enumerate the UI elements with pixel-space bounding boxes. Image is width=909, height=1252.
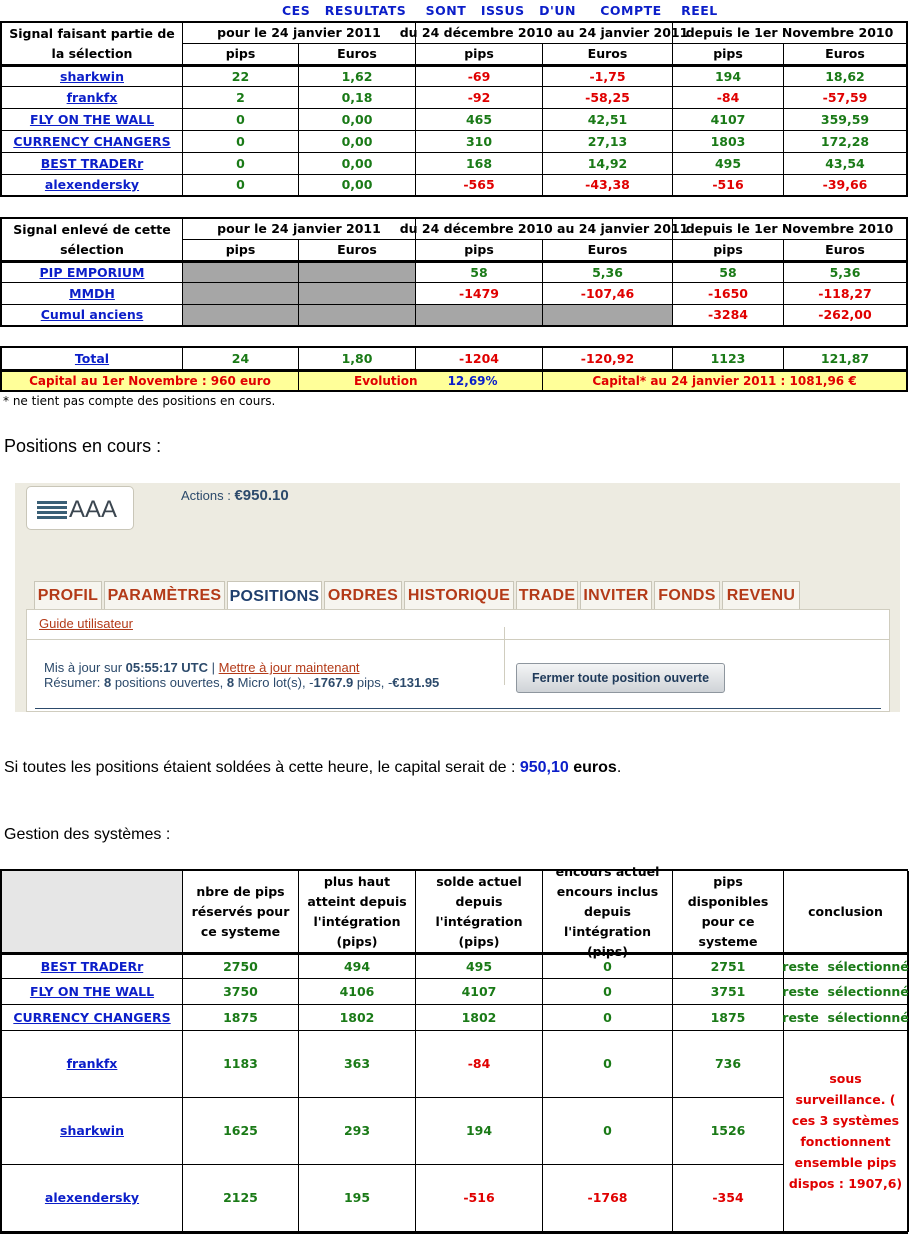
header-reserved-pips: nbre de pips réservés pour ce systeme [183, 871, 299, 953]
divider [27, 639, 889, 640]
header-current-balance: solde actuel depuis l'intégration (pips) [416, 871, 543, 953]
update-info [44, 660, 439, 690]
header-euros: Euros [299, 44, 416, 65]
cell-value: 4106 [299, 979, 416, 1005]
cell-value: -3284 [673, 305, 784, 327]
cell-value: -1650 [673, 283, 784, 305]
header-pips: pips [416, 240, 543, 261]
system-link-frankfx[interactable]: frankfx [2, 1031, 183, 1098]
cell-value: 0 [183, 175, 299, 197]
cell-value: 0,00 [299, 175, 416, 197]
cell-value: -43,38 [543, 175, 673, 197]
header-euros: Euros [784, 44, 908, 65]
logo-text: AAA [69, 496, 118, 523]
header-euros: Euros [784, 240, 908, 261]
header-pips: pips [673, 240, 784, 261]
cell-value: 1803 [673, 131, 784, 153]
cell-value: 58 [673, 261, 784, 283]
summary-text: Micro lot(s), - [234, 675, 314, 690]
cell-value: 2750 [183, 953, 299, 979]
cell-value: 5,36 [543, 261, 673, 283]
cell-value: 0 [183, 131, 299, 153]
cell-value: 22 [183, 65, 299, 87]
cell-value: 310 [416, 131, 543, 153]
header-euros: Euros [299, 240, 416, 261]
cell-value: -118,27 [784, 283, 908, 305]
system-link-sharkwin[interactable]: sharkwin [2, 1098, 183, 1165]
cell-value: -1479 [416, 283, 543, 305]
cell-value: 14,92 [543, 153, 673, 175]
cell-value: 0,00 [299, 153, 416, 175]
cell-value: 0,18 [299, 87, 416, 109]
header-period-month: du 24 décembre 2010 au 24 janvier 2011 [416, 219, 673, 240]
total-value: 121,87 [784, 348, 908, 370]
system-link-alexendersky[interactable]: alexendersky [2, 1165, 183, 1232]
header-pips: pips [673, 44, 784, 65]
cell-value: 0 [183, 153, 299, 175]
open-positions-count: 8 [103, 675, 112, 690]
header-pips: pips [183, 240, 299, 261]
capital-current: Capital* au 24 janvier 2011 : 1081,96 € [543, 370, 908, 392]
total-value: 24 [183, 348, 299, 370]
cell-value: -58,25 [543, 87, 673, 109]
table-top-rule [35, 708, 881, 709]
empty-cell [299, 305, 416, 327]
actions-value: €950.10 [234, 487, 289, 504]
cell-value: 1183 [183, 1031, 299, 1098]
cell-value: 1875 [183, 1005, 299, 1031]
update-label: Mis à jour sur [44, 660, 126, 675]
update-time: 05:55:17 UTC [125, 660, 209, 675]
cell-value: 736 [673, 1031, 784, 1098]
tab-revenu[interactable]: REVENU [722, 581, 800, 610]
positions-panel [26, 609, 890, 712]
signal-link-fly-on-the-wall[interactable]: FLY ON THE WALL [2, 109, 183, 131]
cell-value: 1875 [673, 1005, 784, 1031]
summary-line [44, 675, 439, 690]
cell-value: 1,62 [299, 65, 416, 87]
tab-inviter[interactable]: INVITER [580, 581, 652, 610]
micro-lot-count: 8 [226, 675, 235, 690]
sentence-text: Si toutes les positions étaient soldées à cette heure, le capital serait de : [4, 759, 520, 776]
cell-value: 2751 [673, 953, 784, 979]
cell-value: 3751 [673, 979, 784, 1005]
gestion-title: Gestion des systèmes : [4, 826, 171, 843]
cell-value: 1625 [183, 1098, 299, 1165]
empty-cell [299, 283, 416, 305]
cell-value: 172,28 [784, 131, 908, 153]
header-euros: Euros [543, 240, 673, 261]
refresh-now-link[interactable]: Mettre à jour maintenant [218, 660, 360, 675]
empty-cell [299, 261, 416, 283]
cell-value: 495 [673, 153, 784, 175]
cell-value: 0 [183, 109, 299, 131]
header-available-pips: pips disponibles pour ce systeme [673, 871, 784, 953]
capital-unit: euros [568, 759, 617, 776]
close-all-positions-button[interactable]: Fermer toute position ouverte [516, 663, 725, 693]
header-signal-removed: Signal enlevé de cette sélection [2, 219, 183, 261]
header-euros: Euros [543, 44, 673, 65]
cell-value: 1526 [673, 1098, 784, 1165]
tab-fonds[interactable]: FONDS [654, 581, 720, 610]
cell-value: -39,66 [784, 175, 908, 197]
total-value: 1,80 [299, 348, 416, 370]
evolution-value: 12,69% [447, 374, 498, 388]
signal-link-sharkwin[interactable]: sharkwin [2, 65, 183, 87]
cell-value: 43,54 [784, 153, 908, 175]
header-pips: pips [183, 44, 299, 65]
empty-cell [183, 305, 299, 327]
positions-title: Positions en cours : [4, 436, 162, 456]
header-highest: plus haut atteint depuis l'intégration (pips) [299, 871, 416, 953]
header-period-day: pour le 24 janvier 2011 [183, 23, 416, 44]
cell-value: -69 [416, 65, 543, 87]
surveillance-note: sous surveillance. ( ces 3 systèmes fonctionnent ensemble pips dispos : 1907,6) [784, 1031, 909, 1232]
tab-historique[interactable]: HISTORIQUE [404, 581, 514, 610]
evolution-label: Evolution [354, 374, 418, 388]
empty-cell [183, 283, 299, 305]
cell-value: 293 [299, 1098, 416, 1165]
vertical-divider [504, 627, 505, 685]
user-guide-link[interactable]: Guide utilisateur [39, 616, 133, 631]
signal-link-cumul-anciens[interactable]: Cumul anciens [2, 305, 183, 327]
cell-value: 2 [183, 87, 299, 109]
cell-value: 3750 [183, 979, 299, 1005]
total-value: -120,92 [543, 348, 673, 370]
signal-link-alexendersky[interactable]: alexendersky [2, 175, 183, 197]
cell-value: 494 [299, 953, 416, 979]
cell-value: -565 [416, 175, 543, 197]
summary-text: pips, - [353, 675, 393, 690]
cell-value: -1768 [543, 1165, 673, 1232]
signal-link-pip-emporium[interactable]: PIP EMPORIUM [2, 261, 183, 283]
header-signal-selected: Signal faisant partie de la sélection [2, 23, 183, 65]
header-period-since-nov: depuis le 1er Novembre 2010 [673, 219, 908, 240]
tab-profil[interactable]: PROFIL [34, 581, 102, 610]
signal-link-currency-changers[interactable]: CURRENCY CHANGERS [2, 131, 183, 153]
header-conclusion: conclusion [784, 871, 909, 953]
cell-value: 0,00 [299, 131, 416, 153]
total-link[interactable]: Total [2, 348, 183, 370]
cell-value: 363 [299, 1031, 416, 1098]
cell-value: -262,00 [784, 305, 908, 327]
tab-ordres[interactable]: ORDRES [324, 581, 402, 610]
euro-total: €131.95 [392, 675, 440, 690]
capital-evolution [299, 370, 543, 392]
cell-value: 0 [543, 1098, 673, 1165]
cell-value: 5,36 [784, 261, 908, 283]
cell-value: 0,00 [299, 109, 416, 131]
total-value: -1204 [416, 348, 543, 370]
conclusion-selected: reste sélectionné [784, 979, 909, 1005]
separator: | [208, 660, 219, 675]
pips-total: 1767.9 [313, 675, 354, 690]
system-link-best-traderr[interactable]: BEST TRADERr [2, 953, 183, 979]
cell-value: 42,51 [543, 109, 673, 131]
conclusion-selected: reste sélectionné [784, 1005, 909, 1031]
actions-label: Actions : [181, 488, 235, 503]
empty-cell [416, 305, 543, 327]
capital-value: 950,10 [519, 759, 569, 776]
cell-value: 1802 [416, 1005, 543, 1031]
system-link-fly-on-the-wall[interactable]: FLY ON THE WALL [2, 979, 183, 1005]
tab-parametres[interactable]: PARAMÈTRES [104, 581, 225, 610]
summary-text: positions ouvertes, [111, 675, 227, 690]
cell-value: 359,59 [784, 109, 908, 131]
capital-start: Capital au 1er Novembre : 960 euro [2, 370, 299, 392]
cell-value: -516 [673, 175, 784, 197]
actions-info [181, 487, 289, 504]
cell-value: 58 [416, 261, 543, 283]
header-pips: pips [416, 44, 543, 65]
empty-cell [543, 305, 673, 327]
signal-link-best-traderr[interactable]: BEST TRADERr [2, 153, 183, 175]
cell-value: 0 [543, 1005, 673, 1031]
empty-header-cell [2, 871, 183, 953]
cell-value: -1,75 [543, 65, 673, 87]
cell-value: 2125 [183, 1165, 299, 1232]
tab-trade[interactable]: TRADE [516, 581, 578, 610]
sentence-end: . [616, 759, 622, 776]
cell-value: 4107 [673, 109, 784, 131]
selected-signals-table [0, 21, 908, 197]
cell-value: 18,62 [784, 65, 908, 87]
cell-value: 194 [673, 65, 784, 87]
account-banner: CES RESULTATS SONT ISSUS D'UN COMPTE REEL [282, 3, 718, 18]
cell-value: -516 [416, 1165, 543, 1232]
header-outstanding: encours actuel encours inclus depuis l'intégration (pips) [543, 871, 673, 953]
cell-value: 4107 [416, 979, 543, 1005]
cell-value: 465 [416, 109, 543, 131]
cell-value: 27,13 [543, 131, 673, 153]
header-period-month: du 24 décembre 2010 au 24 janvier 2011 [416, 23, 673, 44]
cell-value: 194 [416, 1098, 543, 1165]
cell-value: -84 [416, 1031, 543, 1098]
broker-widget [15, 483, 900, 712]
cell-value: 195 [299, 1165, 416, 1232]
cell-value: 0 [543, 979, 673, 1005]
broker-logo [26, 486, 134, 530]
cell-value: -84 [673, 87, 784, 109]
footnote: * ne tient pas compte des positions en cours. [3, 394, 276, 408]
cell-value: -92 [416, 87, 543, 109]
cell-value: -354 [673, 1165, 784, 1232]
systems-management-table [0, 863, 909, 1234]
tab-positions[interactable]: POSITIONS [227, 581, 322, 611]
summary-text: Résumer: [44, 675, 104, 690]
header-period-since-nov: depuis le 1er Novembre 2010 [673, 23, 908, 44]
system-link-currency-changers[interactable]: CURRENCY CHANGERS [2, 1005, 183, 1031]
cell-value: 0 [543, 1031, 673, 1098]
signal-link-mmdh[interactable]: MMDH [2, 283, 183, 305]
cell-value: 1802 [299, 1005, 416, 1031]
cell-value: 495 [416, 953, 543, 979]
capital-sentence [4, 759, 621, 777]
total-table [0, 346, 908, 392]
empty-cell [183, 261, 299, 283]
cell-value: 168 [416, 153, 543, 175]
cell-value: -57,59 [784, 87, 908, 109]
cell-value: -107,46 [543, 283, 673, 305]
conclusion-selected: reste sélectionné [784, 953, 909, 979]
total-value: 1123 [673, 348, 784, 370]
removed-signals-table [0, 217, 908, 327]
cell-value: 0 [543, 953, 673, 979]
header-period-day: pour le 24 janvier 2011 [183, 219, 416, 240]
update-line [44, 660, 439, 675]
signal-link-frankfx[interactable]: frankfx [2, 87, 183, 109]
